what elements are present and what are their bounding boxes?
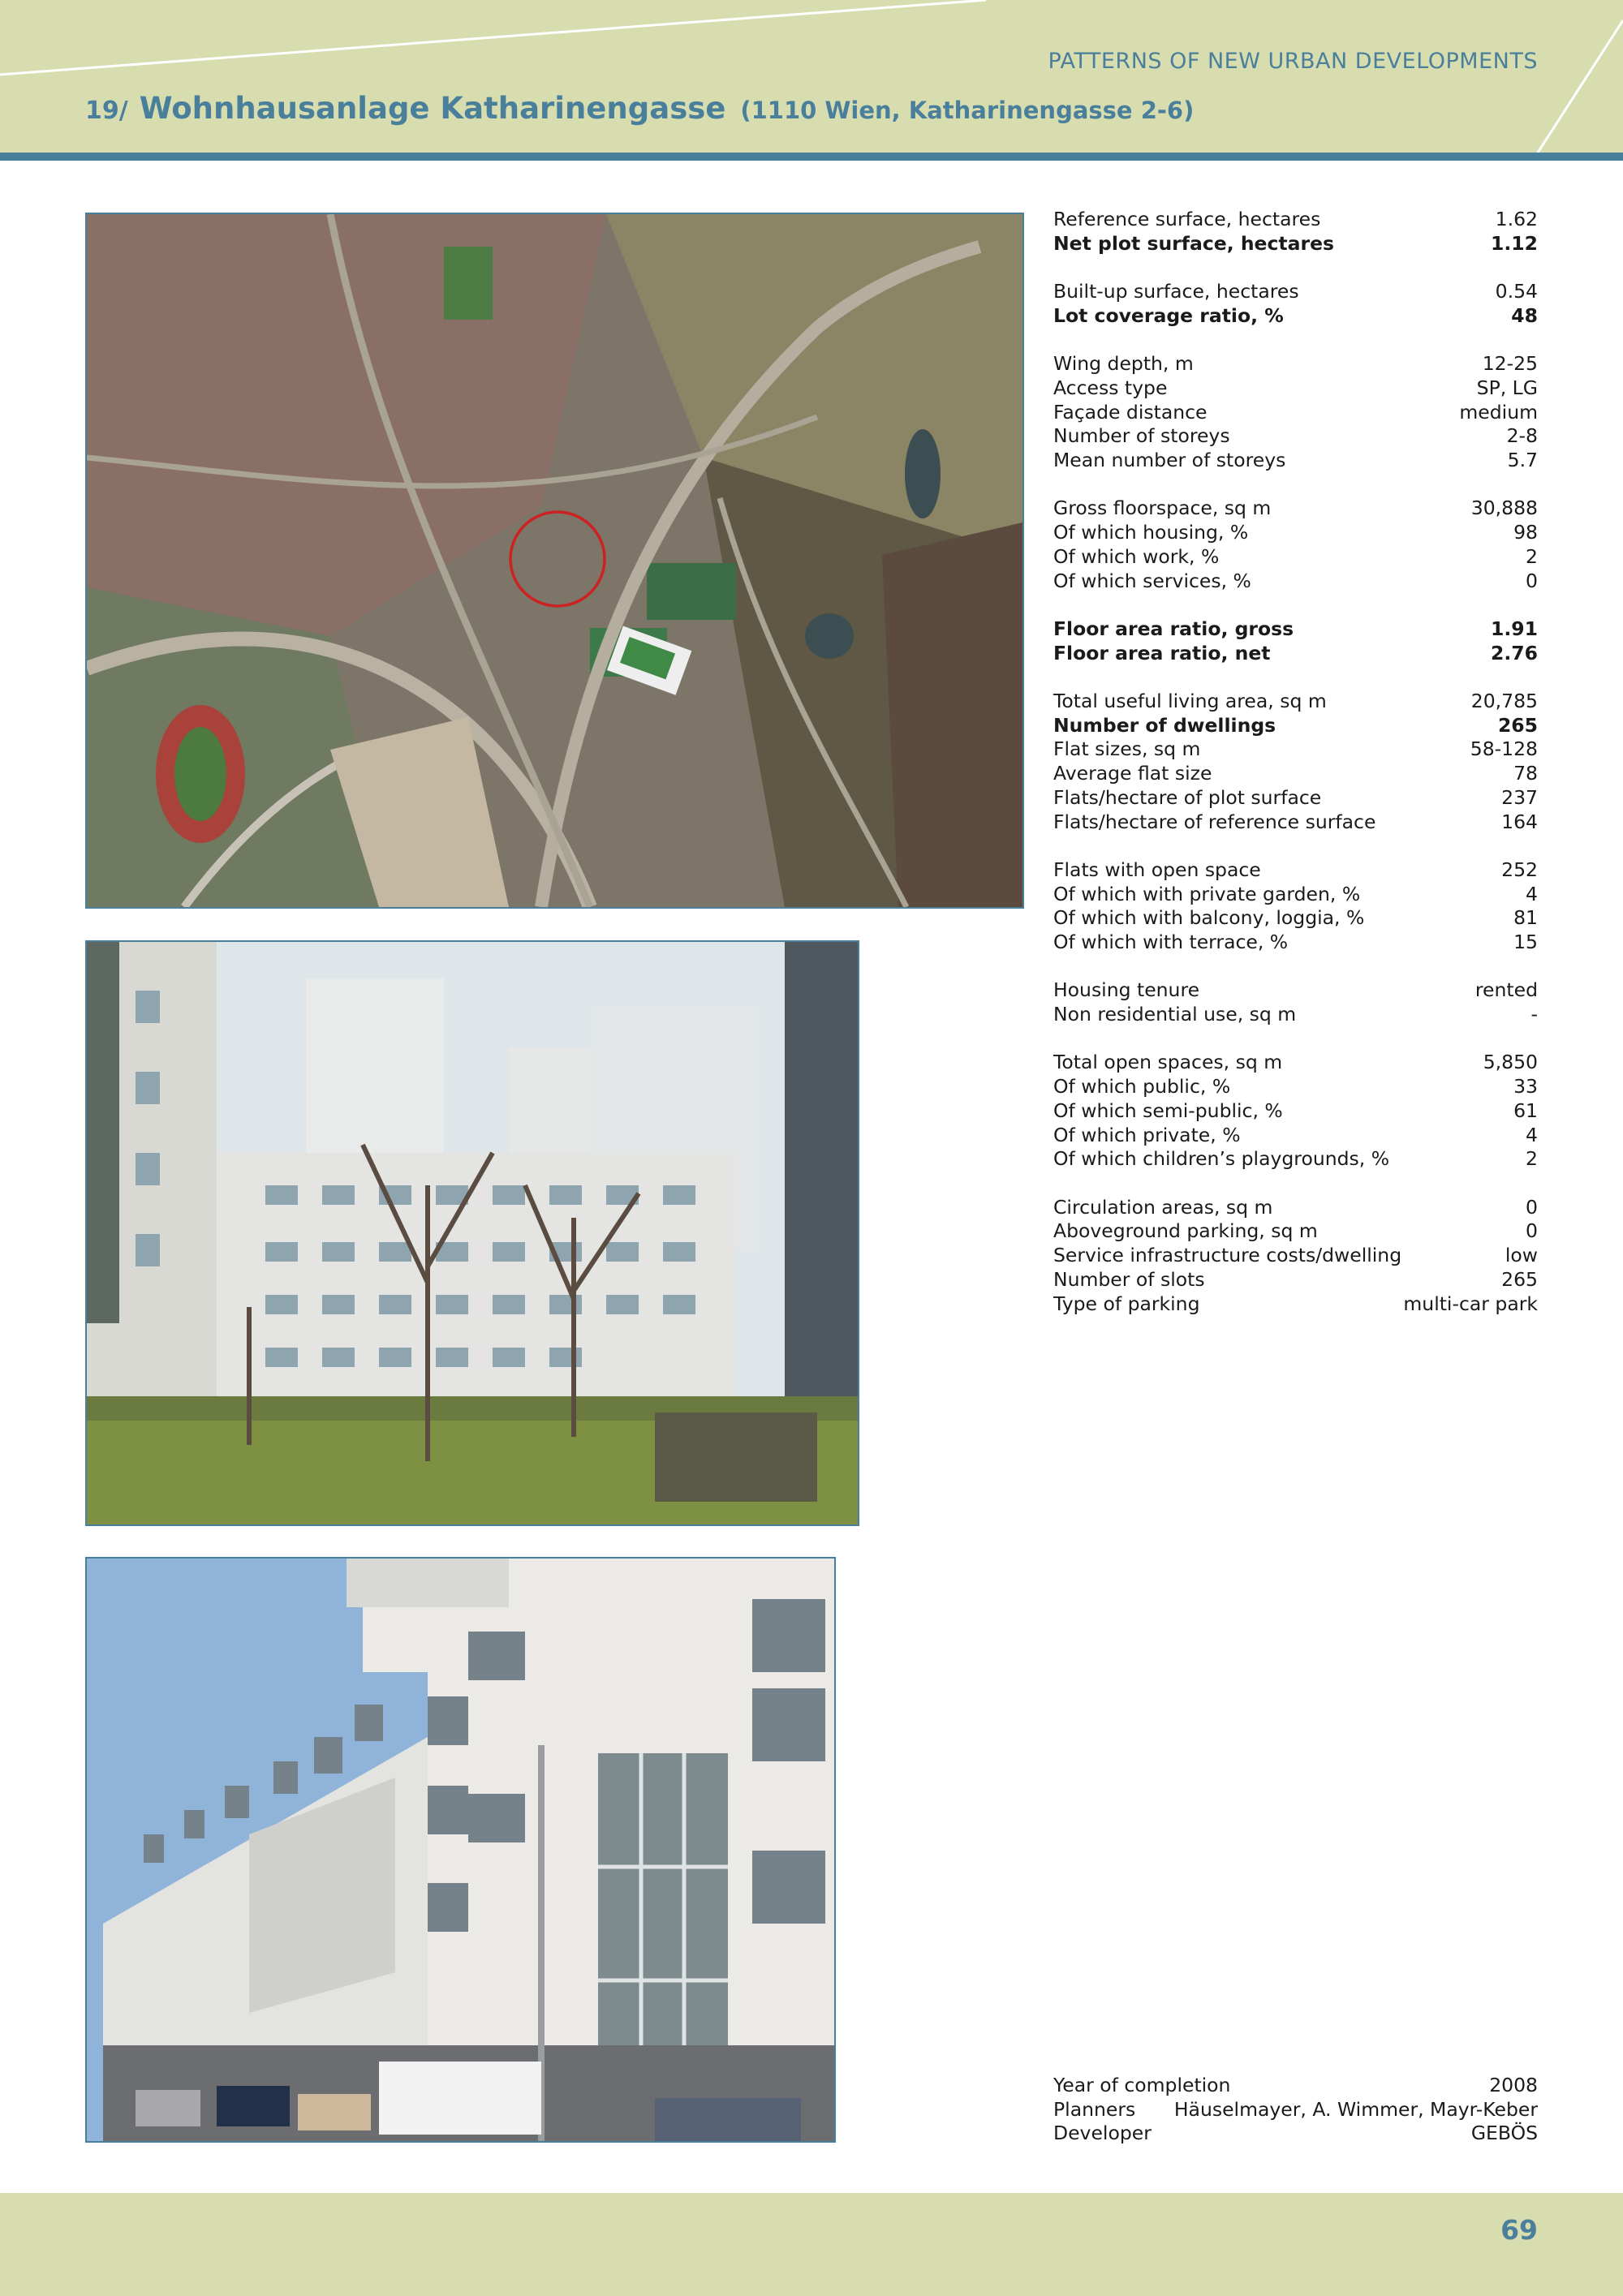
stat-row [1053,376,1538,401]
stat-label: Access type [1053,376,1168,399]
stat-value: 61 [1513,1099,1538,1122]
stat-row [1053,617,1538,642]
stat-row [1053,449,1538,473]
stat-row [1053,642,1538,666]
stat-value: 4 [1526,882,1538,905]
stat-label: Flats with open space [1053,858,1261,881]
stat-label: Aboveground parking, sq m [1053,1219,1318,1243]
stat-value: 12-25 [1482,352,1538,376]
stat-value: - [1530,1003,1538,1026]
stat-row [1053,304,1538,329]
stat-label: Of which with balcony, loggia, % [1053,906,1365,930]
stat-label: Built-up surface, hectares [1053,280,1299,303]
stat-label: Flats/hectare of reference surface [1053,810,1376,833]
stat-value: multi-car park [1403,1292,1538,1315]
stat-value: 2 [1526,1147,1538,1171]
stat-row [1053,1244,1538,1268]
stat-row [1053,690,1538,714]
stat-label: Of which housing, % [1053,521,1249,544]
stat-value: 33 [1513,1075,1538,1099]
stat-label: Service infrastructure costs/dwelling [1053,1244,1402,1267]
stat-value: 5,850 [1483,1051,1538,1074]
stat-row [1053,762,1538,786]
stat-row [1053,232,1538,256]
stat-label: Of which with terrace, % [1053,931,1289,953]
stat-row [1053,858,1538,883]
stat-value: 48 [1511,303,1538,327]
stat-row [1053,521,1538,545]
stat-row [1053,401,1538,425]
stat-label: Housing tenure [1053,978,1200,1002]
project-address: (1110 Wien, Katharinengasse 2-6) [740,97,1195,124]
project-credits [1053,2074,1538,2146]
stat-value: 78 [1513,762,1538,785]
credit-value: Häuselmayer, A. Wimmer, Mayr-Keber [1173,2097,1538,2121]
stat-label: Lot coverage ratio, % [1053,303,1284,327]
stat-label: Type of parking [1053,1292,1200,1315]
stat-label: Wing depth, m [1053,352,1194,376]
stat-value: 58-128 [1470,737,1538,761]
group-spacer [1053,1027,1538,1051]
entry-number: 19/ [85,97,128,125]
footer-band [0,2193,1623,2296]
stat-value: 0 [1526,1195,1538,1219]
stat-label: Total open spaces, sq m [1053,1051,1283,1074]
stat-value: 252 [1501,858,1538,881]
stat-value: 1.91 [1491,617,1538,640]
stat-value: 15 [1513,931,1538,953]
credit-label: Planners [1053,2097,1136,2121]
group-spacer [1053,256,1538,280]
stat-label: Gross floorspace, sq m [1053,497,1272,520]
stat-value: 98 [1513,521,1538,544]
credit-label: Developer [1053,2122,1152,2145]
stat-label: Of which with private garden, % [1053,882,1361,905]
stat-label: Net plot surface, hectares [1053,231,1335,255]
stat-label: Flat sizes, sq m [1053,737,1201,761]
stat-value: 0.54 [1495,280,1538,303]
credit-label: Year of completion [1053,2074,1231,2096]
stat-row [1053,737,1538,762]
stat-value: low [1505,1244,1538,1267]
stat-value: medium [1459,400,1538,424]
stat-value: 2.76 [1491,641,1538,664]
stat-row [1053,786,1538,810]
stat-value: 265 [1497,713,1538,737]
stat-value: 0 [1526,569,1538,592]
stat-value: 237 [1501,785,1538,809]
stat-value: 0 [1526,1219,1538,1243]
stat-value: 164 [1501,810,1538,833]
stat-value: 2-8 [1506,424,1538,448]
stat-label: Of which public, % [1053,1075,1231,1099]
stat-label: Flats/hectare of plot surface [1053,785,1322,809]
stat-row [1053,497,1538,521]
stat-value: 20,785 [1470,689,1538,712]
group-spacer [1053,593,1538,617]
stat-row [1053,570,1538,594]
stat-row [1053,1075,1538,1099]
credit-row [1053,2122,1538,2146]
stat-row [1053,1196,1538,1220]
stat-label: Non residential use, sq m [1053,1003,1297,1026]
stat-row [1053,352,1538,376]
series-title: PATTERNS OF NEW URBAN DEVELOPMENTS [1048,49,1538,74]
street-facade-photo [85,1557,836,2143]
stat-value: 5.7 [1507,449,1538,471]
project-name: Wohnhausanlage Katharinengasse [139,91,726,126]
stat-row [1053,424,1538,449]
stat-row [1053,714,1538,738]
stat-label: Number of storeys [1053,424,1230,448]
stat-label: Total useful living area, sq m [1053,689,1327,712]
page-title [85,91,1194,126]
stat-row [1053,978,1538,1003]
stat-label: Floor area ratio, gross [1053,617,1294,640]
aerial-photo [85,213,1024,909]
header-decorative-lines [0,0,1623,153]
stat-row [1053,1219,1538,1244]
stat-row [1053,883,1538,907]
stat-value: rented [1474,978,1538,1002]
stat-label: Façade distance [1053,400,1208,424]
stat-label: Floor area ratio, net [1053,641,1271,664]
stat-value: 2 [1526,544,1538,568]
stat-row [1053,931,1538,955]
stat-value: 81 [1513,906,1538,930]
courtyard-photo [85,940,859,1526]
stat-label: Of which semi-public, % [1053,1099,1283,1122]
credit-value: GEBÖS [1470,2122,1538,2145]
statistics-table [1053,208,1538,1316]
stat-row [1053,545,1538,570]
stat-label: Circulation areas, sq m [1053,1195,1273,1219]
group-spacer [1053,1172,1538,1196]
stat-value: SP, LG [1476,376,1538,399]
stat-value: 1.62 [1495,208,1538,230]
group-spacer [1053,955,1538,979]
group-spacer [1053,834,1538,858]
header-rule [0,153,1623,161]
stat-label: Number of dwellings [1053,713,1276,737]
stat-label: Number of slots [1053,1267,1205,1291]
stat-row [1053,1124,1538,1148]
stat-label: Mean number of storeys [1053,449,1286,471]
stat-value: 1.12 [1491,231,1538,255]
group-spacer [1053,665,1538,690]
stat-row [1053,810,1538,835]
stat-label: Average flat size [1053,762,1212,785]
stat-label: Of which private, % [1053,1123,1241,1146]
stat-value: 4 [1526,1123,1538,1146]
stat-value: 265 [1501,1267,1538,1291]
group-spacer [1053,329,1538,353]
stat-row [1053,1292,1538,1317]
stat-label: Of which services, % [1053,569,1251,592]
page-number: 69 [1500,2214,1538,2246]
stat-row [1053,1099,1538,1124]
stat-label: Of which work, % [1053,544,1220,568]
stat-label: Of which children’s playgrounds, % [1053,1147,1390,1171]
stat-row [1053,1147,1538,1172]
credit-row [1053,2098,1538,2122]
stat-value: 30,888 [1470,497,1538,520]
credit-value: 2008 [1489,2074,1538,2096]
stat-row [1053,906,1538,931]
stat-label: Reference surface, hectares [1053,208,1321,230]
group-spacer [1053,473,1538,497]
stat-row [1053,1003,1538,1027]
stat-row [1053,280,1538,304]
stat-row [1053,208,1538,232]
stat-row [1053,1051,1538,1075]
stat-row [1053,1268,1538,1292]
credit-row [1053,2074,1538,2098]
